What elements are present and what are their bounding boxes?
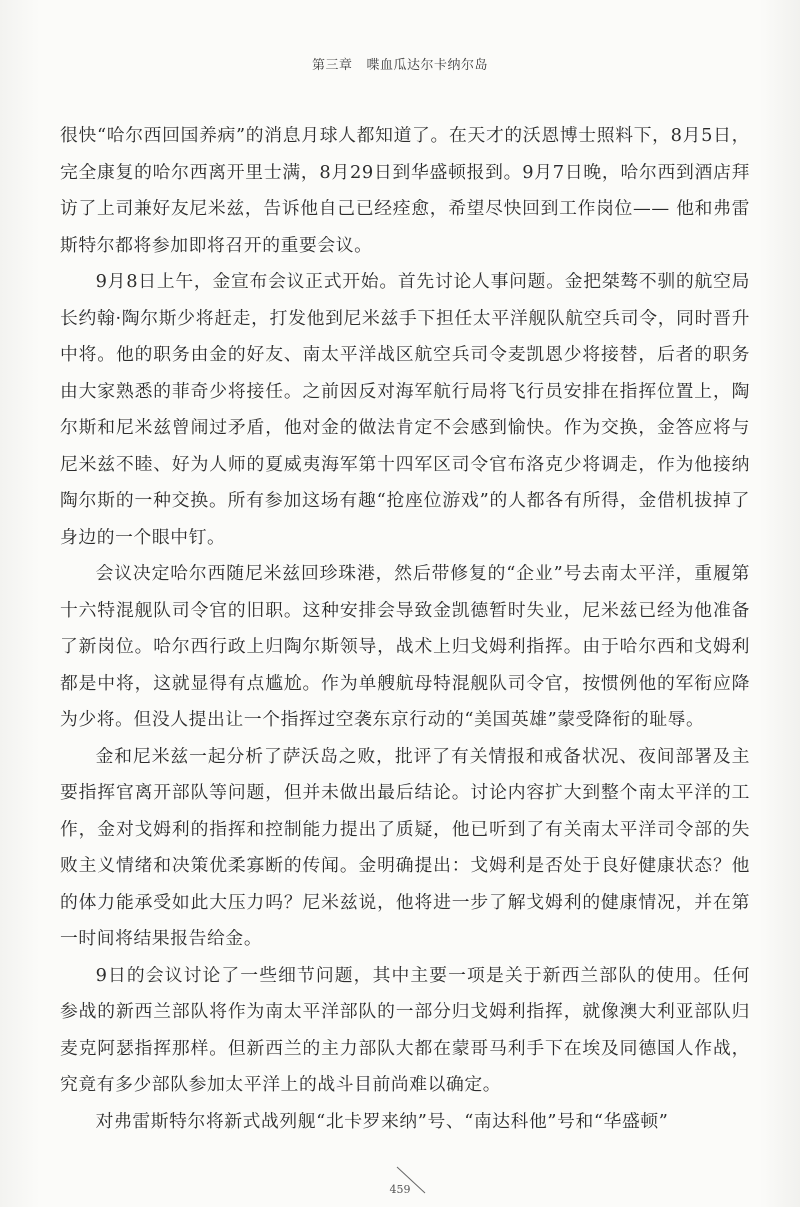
running-header — [0, 54, 800, 73]
paragraph: 会议决定哈尔西随尼米兹回珍珠港，然后带修复的“企业”号去南太平洋，重履第十六特混舰队司令官的旧职。这种安排会导致金凯德暂时失业，尼米兹已经为他准备了新岗位。哈尔西行政上归陶尔斯领导，战术上归戈姆利指挥。由于哈尔西和戈姆利都是中将，这就显得有点尴尬。作为单艘航母特混舰队司令官，按惯例他的军衔应降为少将。但没人提出让一个指挥过空袭东京行动的“美国英雄”蒙受降衔的耻辱。 — [60, 563, 750, 730]
page-number: 459 — [389, 1183, 411, 1196]
chapter-label: 第三章 — [311, 58, 353, 73]
paragraph: 很快“哈尔西回国养病”的消息月球人都知道了。在天才的沃恩博士照料下，8月5日，完全康复的哈尔西离开里士满，8月29日到华盛顿报到。9月7日晚，哈尔西到酒店拜访了上司兼好友尼米兹，告诉他自己已经痊愈，希望尽快回到工作岗位—— 他和弗雷斯特尔都将参加即将召开的重要会议。 — [60, 125, 750, 256]
body-text — [60, 118, 750, 1140]
paragraph: 9月8日上午，金宣布会议正式开始。首先讨论人事问题。金把桀骜不驯的航空局长约翰·陶尔斯少将赶走，打发他到尼米兹手下担任太平洋舰队航空兵司令，同时晋升中将。他的职务由金的好友、南太平洋战区航空兵司令麦凯恩少将接替，后者的职务由大家熟悉的菲奇少将接任。之前因反对海军航行局将飞行员安排在指挥位置上，陶尔斯和尼米兹曾闹过矛盾，他对金的做法肯定不会感到愉快。作为交换，金答应将与尼米兹不睦、好为人师的夏威夷海军第十四军区司令官布洛克少将调走，作为他接纳陶尔斯的一种交换。所有参加这场有趣“抢座位游戏”的人都各有所得，金借机拔掉了身边的一个眼中钉。 — [60, 271, 750, 548]
paragraph: 9日的会议讨论了一些细节问题，其中主要一项是关于新西兰部队的使用。任何参战的新西兰部队将作为南太平洋部队的一部分归戈姆利指挥，就像澳大利亚部队归麦克阿瑟指挥那样。但新西兰的主力部队大都在蒙哥马利手下在埃及同德国人作战，究竟有多少部队参加太平洋上的战斗目前尚难以确定。 — [60, 964, 750, 1095]
paragraph: 金和尼米兹一起分析了萨沃岛之败，批评了有关情报和戒备状况、夜间部署及主要指挥官离开部队等问题，但并未做出最后结论。讨论内容扩大到整个南太平洋的工作，金对戈姆利的指挥和控制能力提出了质疑，他已听到了有关南太平洋司令部的失败主义情绪和决策优柔寡断的传闻。金明确提出：戈姆利是否处于良好健康状态？他的体力能承受如此大压力吗？尼米兹说，他将进一步了解戈姆利的健康情况，并在第一时间将结果报告给金。 — [60, 745, 750, 949]
paragraph: 对弗雷斯特尔将新式战列舰“北卡罗来纳”号、“南达科他”号和“华盛顿” — [95, 1110, 669, 1132]
chapter-title: 喋血瓜达尔卡纳尔岛 — [366, 58, 489, 73]
